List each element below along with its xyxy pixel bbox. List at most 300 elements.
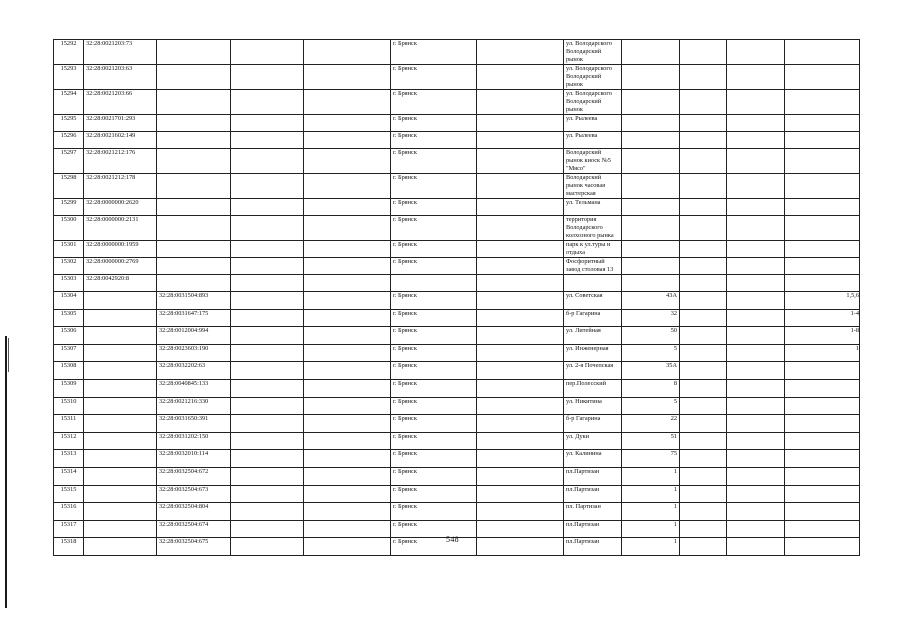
empty-cell [231,149,304,174]
flats-cell [785,149,860,174]
flats-cell [785,241,860,258]
empty-cell [477,132,564,149]
table-row [54,132,860,149]
empty-cell [680,309,727,327]
empty-cell [477,65,564,90]
city-cell: г. Брянск [391,344,477,362]
table-row [54,292,860,310]
house-cell [622,132,680,149]
building-cadastral-number [157,132,231,149]
building-cadastral-number [157,258,231,275]
empty-cell [727,503,785,521]
empty-cell [727,275,785,292]
row-number: 15301 [54,241,84,258]
flats-cell [785,432,860,450]
cadastral-number: 32:28:0021212:178 [84,174,157,199]
empty-cell [680,216,727,241]
empty-cell [680,292,727,310]
empty-cell [477,90,564,115]
empty-cell [477,415,564,433]
table-row [54,275,860,292]
flats-cell [785,379,860,397]
row-number: 15306 [54,327,84,345]
empty-cell [304,503,391,521]
street-cell: ул. Дуки [564,432,622,450]
empty-cell [304,65,391,90]
empty-cell [231,40,304,65]
empty-cell [304,115,391,132]
empty-cell [727,174,785,199]
empty-cell [304,216,391,241]
empty-cell [304,90,391,115]
table-row [54,90,860,115]
building-cadastral-number [157,275,231,292]
street-cell [564,275,622,292]
city-cell: г. Брянск [391,397,477,415]
empty-cell [231,485,304,503]
city-cell [391,275,477,292]
city-cell: г. Брянск [391,362,477,380]
street-cell: пер.Полесский [564,379,622,397]
city-cell: г. Брянск [391,132,477,149]
city-cell: г. Брянск [391,292,477,310]
cadastral-number: 32:28:0000000:2131 [84,216,157,241]
empty-cell [680,362,727,380]
street-cell: ул. Тельмана [564,199,622,216]
cadastral-number: 32:28:0000000:1959 [84,241,157,258]
row-number: 15304 [54,292,84,310]
street-cell: Володарский рынок киоск №5 "Мясо" [564,149,622,174]
empty-cell [477,327,564,345]
empty-cell [231,90,304,115]
empty-cell [231,132,304,149]
empty-cell [304,292,391,310]
city-cell: г. Брянск [391,485,477,503]
city-cell: г. Брянск [391,199,477,216]
empty-cell [304,362,391,380]
house-cell: 43А [622,292,680,310]
building-cadastral-number [157,90,231,115]
city-cell: г. Брянск [391,327,477,345]
table-row [54,258,860,275]
empty-cell [304,258,391,275]
empty-cell [680,241,727,258]
table-row [54,199,860,216]
empty-cell [231,258,304,275]
row-number: 15293 [54,65,84,90]
empty-cell [304,379,391,397]
empty-cell [231,292,304,310]
house-cell: 1 [622,467,680,485]
flats-cell [785,415,860,433]
empty-cell [304,149,391,174]
row-number: 15305 [54,309,84,327]
empty-cell [231,450,304,468]
register-body [54,40,860,556]
empty-cell [477,241,564,258]
empty-cell [727,379,785,397]
street-cell: парк к ул.туры и отдыха [564,241,622,258]
empty-cell [304,241,391,258]
empty-cell [680,132,727,149]
building-cadastral-number: 32:28:0032202:63 [157,362,231,380]
empty-cell [231,397,304,415]
city-cell: г. Брянск [391,149,477,174]
empty-cell [477,485,564,503]
building-cadastral-number: 32:28:0023603:190 [157,344,231,362]
cadastral-number [84,485,157,503]
street-cell: ул. Володарского Володарский рынок [564,65,622,90]
left-margin-rule [5,336,7,608]
empty-cell [680,65,727,90]
empty-cell [477,450,564,468]
table-row [54,327,860,345]
empty-cell [477,362,564,380]
row-number: 15302 [54,258,84,275]
empty-cell [477,467,564,485]
empty-cell [727,415,785,433]
building-cadastral-number: 32:28:0031202:150 [157,432,231,450]
empty-cell [304,275,391,292]
house-cell [622,275,680,292]
cadastral-number [84,327,157,345]
empty-cell [680,174,727,199]
empty-cell [304,415,391,433]
flats-cell [785,467,860,485]
flats-cell [785,132,860,149]
table-row [54,344,860,362]
building-cadastral-number: 32:28:0032504:673 [157,485,231,503]
street-cell: б-р Гагарина [564,309,622,327]
empty-cell [727,90,785,115]
flats-cell [785,40,860,65]
city-cell: г. Брянск [391,538,477,556]
property-register-table [53,39,860,556]
empty-cell [231,415,304,433]
flats-cell: 1,5,6 [785,292,860,310]
empty-cell [727,467,785,485]
empty-cell [477,344,564,362]
cadastral-number: 32:28:0000000:2620 [84,199,157,216]
street-cell: ул. Калинина [564,450,622,468]
house-cell [622,199,680,216]
house-cell [622,216,680,241]
flats-cell [785,362,860,380]
house-cell [622,115,680,132]
table-row [54,450,860,468]
cadastral-number: 32:28:0000000:2769 [84,258,157,275]
empty-cell [231,344,304,362]
row-number: 15296 [54,132,84,149]
cadastral-number [84,362,157,380]
empty-cell [231,65,304,90]
house-cell: 50 [622,327,680,345]
empty-cell [680,485,727,503]
building-cadastral-number: 32:28:0012004:994 [157,327,231,345]
table-row [54,432,860,450]
flats-cell [785,115,860,132]
empty-cell [304,432,391,450]
street-cell: территория Володарского колхозного рынка [564,216,622,241]
empty-cell [727,241,785,258]
cadastral-number [84,432,157,450]
row-number: 15294 [54,90,84,115]
street-cell: ул. Володарского Володарский рынок [564,90,622,115]
cadastral-number: 32:28:0021203:63 [84,65,157,90]
empty-cell [727,485,785,503]
street-cell: Володарский рынок часовая мастерская [564,174,622,199]
row-number: 15307 [54,344,84,362]
building-cadastral-number [157,149,231,174]
empty-cell [680,149,727,174]
street-cell: пл.Партизан [564,520,622,538]
row-number: 15313 [54,450,84,468]
flats-cell [785,216,860,241]
empty-cell [231,309,304,327]
street-cell: ул. 2-я Почепская [564,362,622,380]
street-cell: ул. Инженерная [564,344,622,362]
building-cadastral-number: 32:28:0031650:391 [157,415,231,433]
street-cell: ул. Рылеева [564,115,622,132]
cadastral-number [84,379,157,397]
empty-cell [680,379,727,397]
empty-cell [680,327,727,345]
empty-cell [304,327,391,345]
table-row [54,65,860,90]
building-cadastral-number: 32:28:0032010:114 [157,450,231,468]
house-cell: 51 [622,432,680,450]
table-row [54,379,860,397]
empty-cell [304,485,391,503]
street-cell: ул. Володарского Володарский рынок [564,40,622,65]
empty-cell [477,258,564,275]
city-cell: г. Брянск [391,40,477,65]
house-cell [622,174,680,199]
empty-cell [304,309,391,327]
row-number: 15316 [54,503,84,521]
flats-cell [785,485,860,503]
empty-cell [231,216,304,241]
empty-cell [727,115,785,132]
building-cadastral-number [157,65,231,90]
street-cell: пл.Партизан [564,467,622,485]
table-row [54,174,860,199]
empty-cell [477,503,564,521]
row-number: 15317 [54,520,84,538]
cadastral-number: 32:28:0042920:8 [84,275,157,292]
building-cadastral-number: 32:28:0021216:330 [157,397,231,415]
building-cadastral-number [157,216,231,241]
house-cell: 1 [622,520,680,538]
empty-cell [680,415,727,433]
cadastral-number: 32:28:0021602:149 [84,132,157,149]
building-cadastral-number [157,115,231,132]
empty-cell [231,467,304,485]
house-cell: 1 [622,503,680,521]
empty-cell [680,258,727,275]
street-cell: ул. Советская [564,292,622,310]
city-cell: г. Брянск [391,115,477,132]
empty-cell [727,362,785,380]
cadastral-number [84,309,157,327]
house-cell [622,241,680,258]
city-cell: г. Брянск [391,432,477,450]
city-cell: г. Брянск [391,520,477,538]
house-cell [622,65,680,90]
empty-cell [727,258,785,275]
empty-cell [727,327,785,345]
flats-cell [785,275,860,292]
flats-cell: 1 [785,344,860,362]
row-number: 15315 [54,485,84,503]
empty-cell [727,65,785,90]
empty-cell [727,432,785,450]
street-cell: пл.Партизан [564,538,622,556]
empty-cell [231,432,304,450]
empty-cell [477,40,564,65]
house-cell [622,90,680,115]
empty-cell [304,132,391,149]
house-cell [622,258,680,275]
flats-cell: 1-8 [785,327,860,345]
empty-cell [304,467,391,485]
city-cell: г. Брянск [391,90,477,115]
empty-cell [304,344,391,362]
street-cell: Фосфоритный завод столовая 13 [564,258,622,275]
empty-cell [477,397,564,415]
building-cadastral-number [157,174,231,199]
table-row [54,467,860,485]
empty-cell [477,149,564,174]
table-row [54,149,860,174]
empty-cell [477,432,564,450]
empty-cell [680,90,727,115]
empty-cell [680,503,727,521]
empty-cell [680,450,727,468]
empty-cell [231,275,304,292]
cadastral-number: 32:28:0021203:66 [84,90,157,115]
city-cell: г. Брянск [391,503,477,521]
city-cell: г. Брянск [391,241,477,258]
flats-cell [785,503,860,521]
street-cell: ул. Никитина [564,397,622,415]
city-cell: г. Брянск [391,258,477,275]
empty-cell [727,397,785,415]
empty-cell [231,362,304,380]
house-cell: 32 [622,309,680,327]
empty-cell [680,199,727,216]
empty-cell [477,292,564,310]
table-row [54,216,860,241]
city-cell: г. Брянск [391,415,477,433]
building-cadastral-number: 32:28:0040845:133 [157,379,231,397]
building-cadastral-number: 32:28:0031647:175 [157,309,231,327]
city-cell: г. Брянск [391,174,477,199]
building-cadastral-number: 32:28:0032504:672 [157,467,231,485]
house-cell: 1 [622,485,680,503]
street-cell: пл.Партизан [564,485,622,503]
building-cadastral-number: 32:28:0031504:893 [157,292,231,310]
empty-cell [304,40,391,65]
cadastral-number [84,344,157,362]
house-cell: 5 [622,344,680,362]
empty-cell [680,467,727,485]
empty-cell [304,450,391,468]
table-row [54,503,860,521]
empty-cell [231,241,304,258]
city-cell: г. Брянск [391,467,477,485]
row-number: 15300 [54,216,84,241]
city-cell: г. Брянск [391,309,477,327]
house-cell: 1 [622,538,680,556]
row-number: 15297 [54,149,84,174]
house-cell: 8 [622,379,680,397]
house-cell: 35А [622,362,680,380]
row-number: 15309 [54,379,84,397]
cadastral-number: 32:28:0021203:73 [84,40,157,65]
empty-cell [477,199,564,216]
house-cell [622,40,680,65]
flats-cell [785,90,860,115]
cadastral-number: 32:28:0021701:293 [84,115,157,132]
empty-cell [304,174,391,199]
row-number: 15303 [54,275,84,292]
flats-cell [785,65,860,90]
cadastral-number [84,450,157,468]
table-row [54,415,860,433]
empty-cell [231,115,304,132]
building-cadastral-number: 32:28:0032504:804 [157,503,231,521]
flats-cell [785,199,860,216]
table-row [54,115,860,132]
flats-cell [785,450,860,468]
empty-cell [477,275,564,292]
row-number: 15314 [54,467,84,485]
row-number: 15295 [54,115,84,132]
empty-cell [304,199,391,216]
empty-cell [680,397,727,415]
flats-cell [785,174,860,199]
empty-cell [231,174,304,199]
empty-cell [680,40,727,65]
empty-cell [680,432,727,450]
empty-cell [727,344,785,362]
empty-cell [727,199,785,216]
city-cell: г. Брянск [391,65,477,90]
table-row [54,397,860,415]
empty-cell [477,379,564,397]
empty-cell [477,216,564,241]
row-number: 15310 [54,397,84,415]
empty-cell [477,174,564,199]
cadastral-number [84,467,157,485]
city-cell: г. Брянск [391,450,477,468]
empty-cell [727,292,785,310]
house-cell [622,149,680,174]
house-cell: 75 [622,450,680,468]
table-row [54,40,860,65]
empty-cell [231,199,304,216]
empty-cell [231,327,304,345]
empty-cell [727,40,785,65]
empty-cell [680,115,727,132]
flats-cell [785,397,860,415]
empty-cell [727,450,785,468]
cadastral-number [84,292,157,310]
street-cell: пл. Партизан [564,503,622,521]
empty-cell [477,309,564,327]
empty-cell [680,275,727,292]
